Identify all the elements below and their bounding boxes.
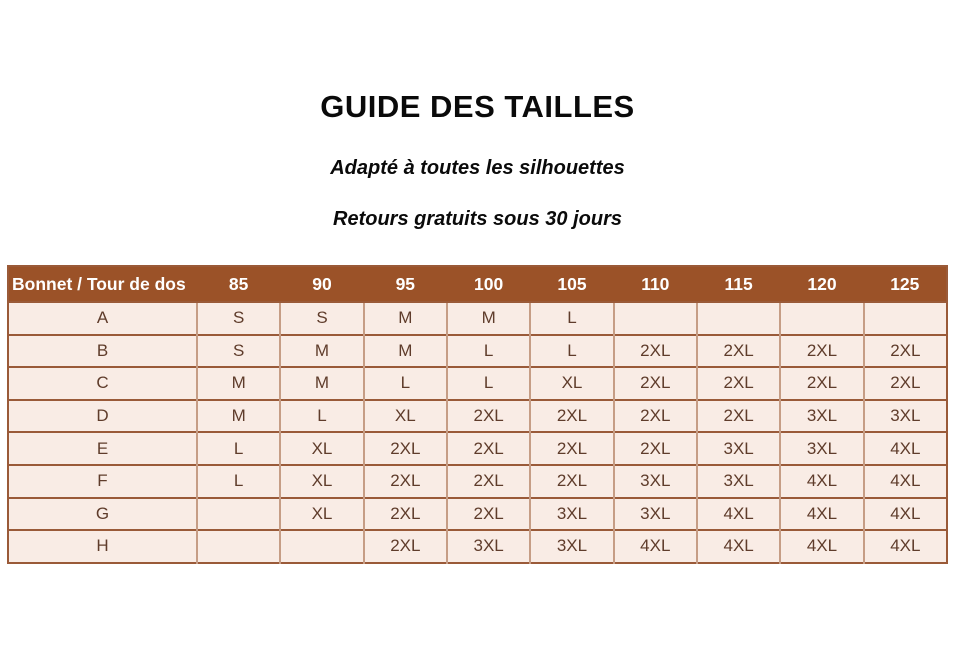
size-cell: 4XL: [864, 530, 947, 563]
size-cell: XL: [280, 465, 363, 498]
row-label-cup: H: [8, 530, 197, 563]
size-cell: 4XL: [780, 498, 863, 531]
size-cell: M: [197, 367, 280, 400]
size-cell: 3XL: [780, 432, 863, 465]
size-cell: L: [364, 367, 447, 400]
size-guide-table-container: [7, 265, 948, 564]
table-row: [8, 367, 947, 400]
size-cell: 3XL: [530, 498, 613, 531]
size-cell: M: [447, 302, 530, 335]
size-cell: M: [197, 400, 280, 433]
size-cell: 3XL: [697, 432, 780, 465]
table-row: [8, 498, 947, 531]
column-header-85: 85: [197, 266, 280, 302]
table-row: [8, 400, 947, 433]
table-row: [8, 530, 947, 563]
size-cell: XL: [280, 432, 363, 465]
size-cell: L: [197, 465, 280, 498]
size-cell: 2XL: [364, 498, 447, 531]
size-cell: 2XL: [614, 335, 697, 368]
size-cell: 2XL: [530, 400, 613, 433]
size-cell: L: [447, 367, 530, 400]
size-cell: 2XL: [614, 432, 697, 465]
row-label-cup: D: [8, 400, 197, 433]
size-cell: 3XL: [780, 400, 863, 433]
size-cell: 2XL: [614, 367, 697, 400]
size-cell: 2XL: [447, 432, 530, 465]
row-label-cup: A: [8, 302, 197, 335]
size-cell: S: [280, 302, 363, 335]
size-cell: XL: [364, 400, 447, 433]
size-cell: 3XL: [864, 400, 947, 433]
column-header-120: 120: [780, 266, 863, 302]
size-cell: L: [197, 432, 280, 465]
size-cell: [280, 530, 363, 563]
size-cell: [614, 302, 697, 335]
size-cell: M: [364, 302, 447, 335]
size-guide-table: [7, 265, 948, 564]
size-cell: 4XL: [864, 465, 947, 498]
row-label-cup: B: [8, 335, 197, 368]
size-cell: 2XL: [780, 367, 863, 400]
column-header-125: 125: [864, 266, 947, 302]
size-cell: [864, 302, 947, 335]
size-cell: 2XL: [864, 367, 947, 400]
table-row: [8, 432, 947, 465]
size-cell: M: [364, 335, 447, 368]
size-cell: 4XL: [697, 530, 780, 563]
size-cell: 2XL: [364, 530, 447, 563]
size-cell: XL: [280, 498, 363, 531]
row-label-cup: G: [8, 498, 197, 531]
column-header-100: 100: [447, 266, 530, 302]
page-title: GUIDE DES TAILLES: [320, 88, 635, 124]
table-header-row: [8, 266, 947, 302]
size-cell: 2XL: [530, 432, 613, 465]
size-cell: S: [197, 302, 280, 335]
size-cell: 2XL: [697, 335, 780, 368]
size-cell: 2XL: [364, 465, 447, 498]
size-cell: S: [197, 335, 280, 368]
column-header-95: 95: [364, 266, 447, 302]
size-cell: 4XL: [864, 498, 947, 531]
size-cell: XL: [530, 367, 613, 400]
size-cell: 3XL: [447, 530, 530, 563]
size-cell: 2XL: [447, 465, 530, 498]
size-cell: 4XL: [864, 432, 947, 465]
table-row: [8, 335, 947, 368]
size-cell: [197, 530, 280, 563]
size-cell: 2XL: [697, 367, 780, 400]
size-cell: 3XL: [697, 465, 780, 498]
size-cell: L: [447, 335, 530, 368]
size-cell: 3XL: [614, 465, 697, 498]
size-cell: 4XL: [780, 465, 863, 498]
size-cell: L: [280, 400, 363, 433]
size-cell: 2XL: [447, 498, 530, 531]
size-cell: [197, 498, 280, 531]
table-body: [8, 302, 947, 563]
row-label-cup: F: [8, 465, 197, 498]
size-cell: 4XL: [614, 530, 697, 563]
size-cell: L: [530, 302, 613, 335]
size-cell: 2XL: [530, 465, 613, 498]
row-label-cup: E: [8, 432, 197, 465]
size-cell: 2XL: [447, 400, 530, 433]
column-header-115: 115: [697, 266, 780, 302]
column-header-105: 105: [530, 266, 613, 302]
size-cell: M: [280, 367, 363, 400]
subtitle-returns: Retours gratuits sous 30 jours: [333, 208, 622, 230]
table-row: [8, 302, 947, 335]
size-cell: 2XL: [864, 335, 947, 368]
size-cell: 2XL: [780, 335, 863, 368]
row-label-cup: C: [8, 367, 197, 400]
size-cell: [697, 302, 780, 335]
size-cell: 3XL: [614, 498, 697, 531]
size-cell: 4XL: [780, 530, 863, 563]
size-cell: 2XL: [614, 400, 697, 433]
column-header-90: 90: [280, 266, 363, 302]
column-header-bonnet-tour-de-dos: Bonnet / Tour de dos: [8, 266, 197, 302]
table-row: [8, 465, 947, 498]
size-cell: 3XL: [530, 530, 613, 563]
subtitle-silhouettes: Adapté à toutes les silhouettes: [330, 157, 625, 179]
size-cell: 2XL: [364, 432, 447, 465]
size-cell: 2XL: [697, 400, 780, 433]
size-cell: [780, 302, 863, 335]
column-header-110: 110: [614, 266, 697, 302]
size-cell: 4XL: [697, 498, 780, 531]
size-cell: M: [280, 335, 363, 368]
size-cell: L: [530, 335, 613, 368]
